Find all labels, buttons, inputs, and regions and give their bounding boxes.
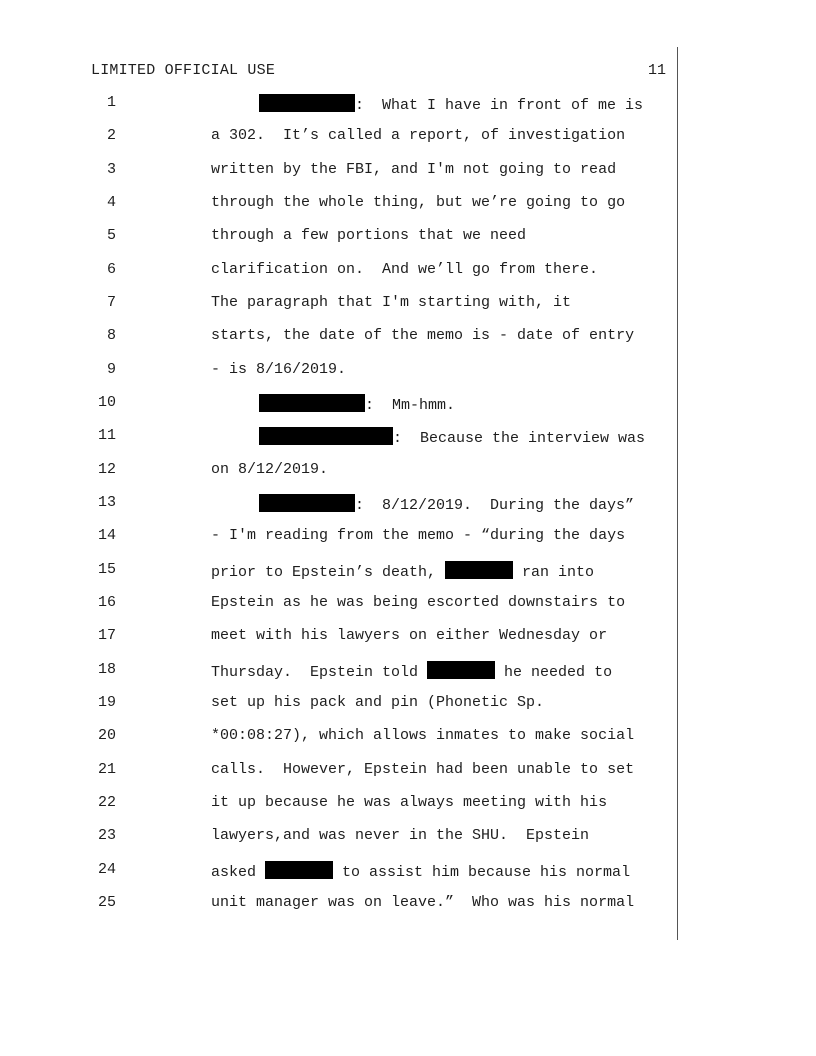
line-text [211, 127, 625, 144]
line-text [211, 861, 630, 881]
text-segment: on 8/12/2019. [211, 460, 329, 478]
transcript-line [0, 161, 816, 183]
line-text [211, 461, 328, 478]
line-text [211, 894, 634, 911]
line-number: 6 [106, 260, 116, 278]
text-segment: clarification on. And we’ll go from there. [211, 260, 599, 278]
redaction-box [427, 661, 495, 679]
line-number: 3 [106, 160, 116, 178]
line-number: 8 [106, 327, 116, 345]
text-segment: set up his pack and pin (Phonetic Sp. [211, 693, 545, 711]
text-segment: prior to Epstein’s death, [211, 563, 446, 581]
text-segment: written by the FBI, and I'm not going to read [211, 160, 617, 178]
text-segment: - is 8/16/2019. [211, 360, 347, 378]
text-segment: The paragraph that I'm starting with, it [211, 293, 572, 311]
line-number: 20 [97, 727, 116, 745]
line-number: 9 [106, 360, 116, 378]
line-text [211, 227, 526, 244]
line-number: 10 [97, 393, 116, 411]
transcript-line [0, 561, 816, 583]
line-text [211, 361, 346, 378]
line-text [211, 627, 607, 644]
line-text [211, 327, 634, 344]
text-segment: a 302. It’s called a report, of investigation [211, 127, 626, 145]
line-number: 17 [97, 627, 116, 645]
line-number: 1 [106, 94, 116, 111]
line-number: 18 [97, 660, 116, 678]
page-number: 11 [648, 62, 667, 79]
transcript-line [0, 794, 816, 816]
line-number: 7 [106, 293, 116, 311]
text-segment: starts, the date of the memo is - date of entry [211, 327, 635, 345]
line-number: 15 [97, 560, 116, 578]
line-number: 12 [97, 460, 116, 478]
text-segment: *00:08:27), which allows inmates to make social [211, 727, 635, 745]
line-number: 13 [97, 493, 116, 511]
text-segment: : 8/12/2019. During the days” [355, 496, 635, 514]
text-segment: he needed to [495, 663, 613, 681]
transcript-line [0, 627, 816, 649]
line-text [211, 561, 594, 581]
line-text [259, 394, 455, 414]
transcript-line [0, 427, 816, 449]
transcript-line [0, 761, 816, 783]
text-segment: : Mm-hmm. [365, 396, 456, 414]
line-text [211, 661, 612, 681]
line-number: 14 [97, 527, 116, 545]
text-segment: Thursday. Epstein told [211, 663, 428, 681]
line-number: 22 [97, 793, 116, 811]
text-segment: calls. However, Epstein had been unable to set [211, 760, 635, 778]
transcript-line [0, 227, 816, 249]
line-text [211, 294, 571, 311]
line-text [211, 161, 616, 178]
line-number: 25 [97, 893, 116, 911]
line-number: 21 [97, 760, 116, 778]
transcript-line [0, 527, 816, 549]
line-number: 4 [106, 193, 116, 211]
line-text [211, 827, 589, 844]
line-number: 23 [97, 827, 116, 845]
transcript-line [0, 127, 816, 149]
transcript-line [0, 194, 816, 216]
transcript-line [0, 361, 816, 383]
text-segment: meet with his lawyers on either Wednesday or [211, 627, 608, 645]
transcript-line [0, 894, 816, 916]
text-segment: Epstein as he was being escorted downstairs to [211, 593, 626, 611]
line-text [211, 694, 544, 711]
line-number: 11 [97, 427, 116, 445]
line-number: 19 [97, 693, 116, 711]
line-text [211, 594, 625, 611]
transcript-line [0, 694, 816, 716]
redaction-box [445, 561, 513, 579]
transcript-line [0, 827, 816, 849]
line-text [211, 794, 607, 811]
redaction-box [259, 394, 365, 412]
transcript-line [0, 94, 816, 116]
text-segment: lawyers,and was never in the SHU. Epstein [211, 827, 590, 845]
line-text [259, 494, 634, 514]
transcript-line [0, 661, 816, 683]
text-segment: through a few portions that we need [211, 227, 527, 245]
transcript-line [0, 594, 816, 616]
line-text [259, 427, 645, 447]
redaction-box [259, 427, 393, 445]
redaction-box [259, 94, 355, 112]
line-text [211, 194, 625, 211]
text-segment: : What I have in front of me is [355, 97, 644, 114]
transcript-line [0, 327, 816, 349]
transcript-line [0, 294, 816, 316]
transcript-line [0, 727, 816, 749]
line-number: 24 [97, 860, 116, 878]
classification-header: LIMITED OFFICIAL USE [91, 62, 276, 79]
text-segment: it up because he was always meeting with his [211, 793, 608, 811]
text-segment: unit manager was on leave.” Who was his normal [211, 893, 635, 911]
line-number: 5 [106, 227, 116, 245]
line-text [211, 727, 634, 744]
transcript-line [0, 394, 816, 416]
line-text [259, 94, 643, 114]
redaction-box [259, 494, 355, 512]
transcript-line [0, 261, 816, 283]
text-segment: ran into [513, 563, 595, 581]
line-text [211, 261, 598, 278]
line-text [211, 761, 634, 778]
transcript-line [0, 494, 816, 516]
transcript-line [0, 861, 816, 883]
line-text [211, 527, 625, 544]
text-segment: through the whole thing, but we’re going to go [211, 193, 626, 211]
line-number: 16 [97, 593, 116, 611]
line-number: 2 [106, 127, 116, 145]
transcript-line [0, 461, 816, 483]
text-segment: asked [211, 863, 266, 881]
text-segment: to assist him because his normal [333, 863, 631, 881]
text-segment: - I'm reading from the memo - “during the days [211, 527, 626, 545]
text-segment: : Because the interview was [393, 430, 646, 448]
redaction-box [265, 861, 333, 879]
